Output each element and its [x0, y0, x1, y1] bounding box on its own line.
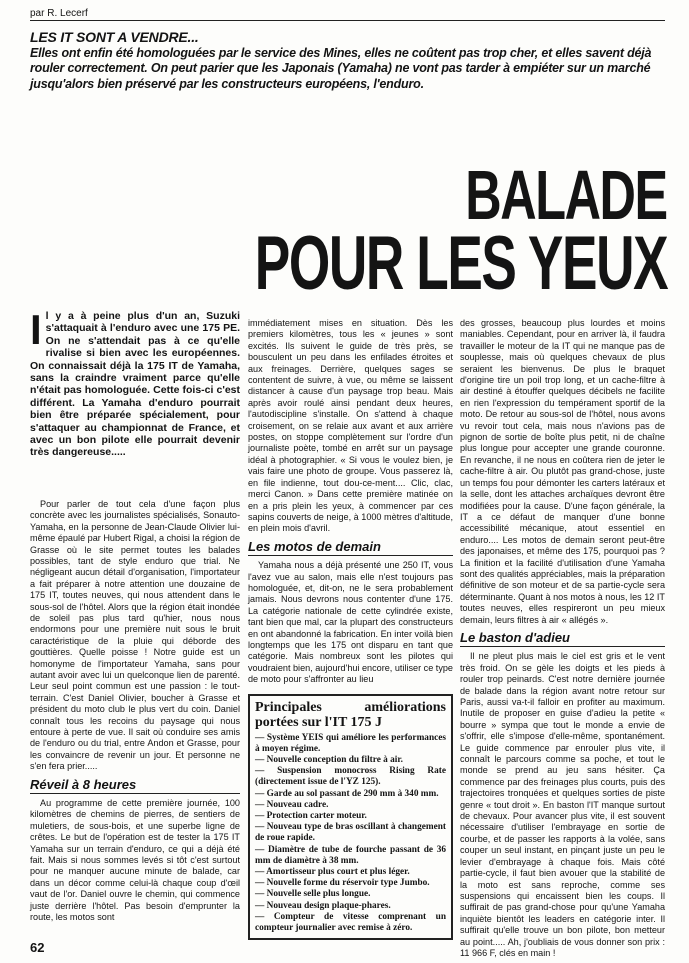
lead-paragraph — [30, 306, 240, 459]
paragraph: immédiatement mises en situation. Dès les premiers kilomètres, tous les « jeunes » sont excités. Ils suivent le guide de très près, se bousculent un peu dans les enfilades étroites et aux freinages. Derrière, quelques sages se contentent de suivre, à vue, ou même se laissent distancer à cause d'un paysage trop beau. Mais après avoir roulé ainsi pendant deux heures, l'autodiscipline s'installe. On s'attend à chaque croisement, on se relaie aux avant et aux arrière postes, on stoppe complètement sur l'ordre d'un journaliste poète, tombé en arrêt sur un paysage idéal à photographier. « Si vous le voulez bien, je vais faire une photo de groupe. Vous passerez là, en file indienne, tout dou-ce-ment.... Clic, clac, merci Canon. » Dans cette première matinée on en a pris plein les yeux, à commencer par ces sapins couverts de neige, à 1000 mètres d'altitude, en plein mois d'avril. — [248, 318, 453, 534]
list-item: — Système YEIS qui améliore les performances à moyen régime. — [255, 732, 446, 754]
list-item: — Nouveau design plaque-phares. — [255, 900, 391, 911]
column-2 — [248, 318, 453, 940]
list-item: — Nouvelle selle plus longue. — [255, 889, 371, 900]
paragraph: des grosses, beaucoup plus lourdes et moins maniables. Cependant, pour en arriver là, il faudra travailler le moteur de la IT qui ne manque pas de souplesse, mais où quelques chevaux de plus seraient les bienvenus. De plus le braquet d'origine tire un poil trop long, et un cache-filtre à air destiné à étouffer quelques décibels ne facilite en rien l'expression du tempérament sportif de la moto. De retour au sous-sol de l'hôtel, nous avons vu revoir tout cela, mais nous n'avions pas de pignon de sortie de boîte plus petit, ni de chaîne plus longue pour accepter une grande couronne. En revanche, il ne nous en coûtera rien de jeter le cache-filtre à air. Ou plutôt pas grand-chose, juste un temps fou pour démonter les carters latéraux et la selle, dont les attaches archaïques devront être modifiées pour la cause. D'une façon générale, la IT a ce défaut de manquer d'une bonne accessibilité mécanique, atout essentiel en enduro.... Les motos de demain seront peut-être des japonaises, et même des 175, pourquoi pas ? La finition et la facilité d'utilisation d'une Yamaha sont des qualités appréciables, mais la préparation définitive de son moteur et de sa partie-cycle sera déterminante. Quant à nos motos à nous, les 12 IT toutes neuves, elles respireront un peu mieux demain, leurs filtres à air « allégés ». — [460, 318, 665, 625]
top-rule — [30, 20, 665, 21]
list-item: — Compteur de vitesse comprenant un compteur journalier avec remise à zéro. — [255, 911, 446, 934]
list-item: — Protection carter moteur. — [255, 811, 367, 822]
headline-line-2: POUR LES YEUX — [254, 221, 667, 306]
column-1 — [30, 306, 240, 924]
list-item: — Garde au sol passant de 290 mm à 340 mm. — [255, 788, 439, 799]
article-intro — [30, 30, 670, 92]
subhead-motos-demain: Les motos de demain — [248, 541, 453, 556]
list-item: — Nouveau type de bras oscillant à changement de roue rapide. — [255, 822, 446, 844]
drop-cap: I — [30, 306, 42, 353]
page-number: 62 — [30, 940, 45, 955]
list-item: — Diamètre de tube de fourche passant de 36 mm de diamètre à 38 mm. — [255, 844, 446, 866]
list-item: — Nouvelle conception du filtre à air. — [255, 755, 403, 765]
list-item: — Amortisseur plus court et plus léger. — [255, 867, 410, 878]
list-item: — Nouveau cadre. — [255, 799, 329, 810]
subhead-baston-adieu: Le baston d'adieu — [460, 632, 665, 647]
subhead-reveil: Réveil à 8 heures — [30, 779, 240, 794]
lead-text: l y a à peine plus d'un an, Suzuki s'attaquait à l'enduro avec une 175 PE. On ne s'attendait pas à ce qu'elle rivalise si bien avec les européennes. On connaissait déjà la 175 IT de Yamaha, sans la craindre vraiment parce qu'elle n'était pas homologuée. Cette fois-ci c'est différent. La Yamaha d'enduro pourrait bien être préparée spécialement, pour s'attaquer au championnat de France, et avec un bon pilote elle pourrait devenir très dangereuse..... — [30, 310, 240, 459]
kicker: LES IT SONT A VENDRE... — [30, 29, 199, 45]
headline-line-1: BALADE — [465, 156, 667, 234]
paragraph: Il ne pleut plus mais le ciel est gris et le vent très froid. On se gèle les doigts et les pieds à rouler trop peinards. C'est notre dernière journée de balade dans la région avant notre retour sur Paris, aussi va-t-il falloir en profiter au maximum. Inutile de proposer en guise d'adieu la petite « bourre » sympa que tout le monde a envie de s'offrir, elle s'impose d'elle-même, spontanément. Le guide commence par enrouler plus vite, il connaît le parcours comme sa poche, et tout le monde se prend au jeu sans hésiter. Ça commence par des freinages plus courts, puis des trajectoires tronquées et quelques sorties de piste genre « tout droit ». En baston l'IT manque surtout de chevaux. Pour avancer plus vite, il est souvent nécessaire d'utiliser l'embrayage en sortie de courbe, et de passer les rapports à la volée, sans couper un seul instant, en pinçant juste un peu le levier d'embrayage à chaque fois. Mais côté partie-cycle, il faut bien avouer que la stabilité de la moto est sans reproche, comme ses suspensions qui encaissent bien les coups. Il suffirait de pas grand-chose pour qu'une Yamaha inquiète bientôt les leaders en catégorie inter. Il suffirait qu'elle trouve un bon pilote, bon metteur au point..... Ah, j'oubliais de vous donner son prix : 11 966 F, clés en main ! — [460, 651, 665, 958]
list-item: — Suspension monocross Rising Rate (directement issue de l'YZ 125). — [255, 766, 446, 788]
byline: par R. Lecerf — [30, 8, 88, 19]
list-item: — Nouvelle forme du réservoir type Jumbo. — [255, 878, 430, 889]
paragraph: Pour parler de tout cela d'une façon plus concrète avec les journalistes spécialisés, Sonauto-Yamaha, en la personne de Jean-Claude Olivier lui-même épaulé par Hubert Rigal, a choisi la région de Grasse où le site permet toutes les balades possibles, tant de style enduro que trial. Ne négligeant aucun détail d'organisation, l'importateur a fait préparer à notre attention une douzaine de 175 IT, toutes neuves, qui nous attendent dans le sous-sol de l'hôtel. Alors que la région était inondée de soleil pas plus tard qu'hier, nous nous endormons pour une première nuit sous le bruit caractéristique de la pluie qui déborde des gouttières. Quelle poisse ! Notre guide est un homonyme de l'importateur Yamaha, sans pour autant avoir avec lui un quelconque lien de parenté. Leur seul point commun est une passion : le tout-terrain. C'est Daniel Olivier, boucher à Grasse et président du moto club le plus vert du coin. Daniel connaît tous les recoins du paysage qui nous entoure à perte de vue. Il sait où conduire ses amis de l'enduro ou du trial, entre Andon et Grasse, pour les convaincre de revenir un jour. Et personne ne s'en fera prier..... — [30, 498, 240, 772]
column-3 — [460, 318, 665, 959]
improvements-box — [248, 694, 453, 941]
paragraph: Yamaha nous a déjà présenté une 250 IT, vous l'avez vue au salon, mais elle n'est toujours pas homologuée, et, dit-on, ne le sera probablement jamais. Nous devrons nous contenter d'une 175. La catégorie nationale de cette cylindrée existe, tant bien que mal, car la plupart des constructeurs en ont abandonné la fabrication. En inter voilà bien longtemps que les 175 ont disparu en tant que catégorie. Mais nombreux sont les pilotes qui voudraient bien, aujourd'hui encore, utiliser ce type de moto pour s'affronter au lieu — [248, 560, 453, 685]
intro-text: Elles ont enfin été homologuées par le service des Mines, elles ne coûtent pas trop cher, et elles savent déjà rouler correctement. On peut parier que les Japonais (Yamaha) ne vont pas tarder à empiéter sur un marché jusqu'alors bien préservé par les constructeurs européens, l'enduro. — [30, 45, 652, 91]
paragraph: Au programme de cette première journée, 100 kilomètres de chemins de pierres, de sentiers de muletiers, de sous-bois, et une superbe ligne de crêtes. Le but de l'opération est de tester la 175 IT Yamaha sur un terrain d'enduro, ce qui a déjà été fait. Mais si nous sommes levés si tôt c'est surtout pour ne manquer aucune minute de balade, car dans un décor comme celui-là chaque coup d'œil vaut de l'or. Daniel ouvre le chemin, qui commence juste derrière l'hôtel. Pas besoin d'emprunter la route, les motos sont — [30, 798, 240, 923]
box-list — [255, 733, 446, 935]
box-title: Principales améliorations portées sur l'IT 175 J — [255, 699, 446, 730]
